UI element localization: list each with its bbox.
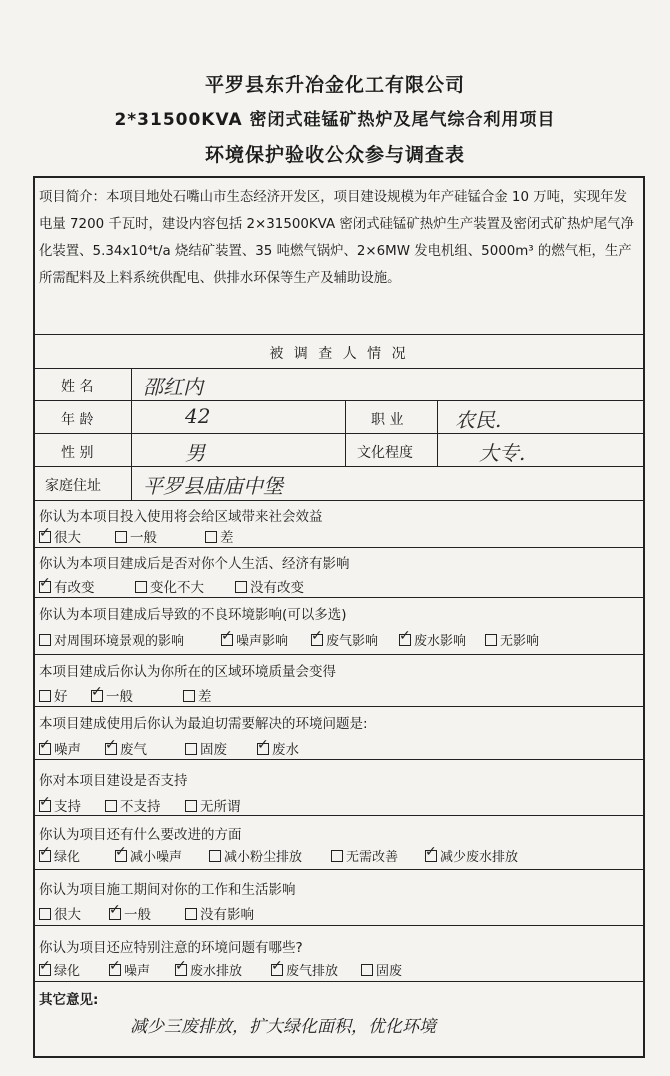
option-q1-3[interactable]: 差 bbox=[205, 526, 234, 546]
option-q2-3[interactable]: 没有改变 bbox=[235, 576, 304, 596]
checkbox-icon bbox=[175, 964, 187, 976]
other-comments-row bbox=[35, 981, 643, 1059]
checkbox-icon bbox=[91, 690, 103, 702]
checkbox-icon bbox=[185, 908, 197, 920]
checkbox-icon bbox=[39, 908, 51, 920]
option-q7-3[interactable]: 减小粉尘排放 bbox=[209, 846, 302, 865]
option-q9-4[interactable]: ✓ 废气排放 bbox=[271, 960, 338, 979]
name-label: 姓 名 bbox=[61, 379, 94, 395]
option-q7-1[interactable]: ✓绿化 bbox=[39, 846, 80, 865]
question-text: 你认为本项目投入使用将会给区域带来社会效益 bbox=[39, 509, 323, 525]
checkbox-icon bbox=[105, 743, 117, 755]
checkbox-icon bbox=[185, 800, 197, 812]
question-4 bbox=[35, 654, 643, 707]
question-9 bbox=[35, 925, 643, 982]
option-q2-1[interactable]: ✓有改变 bbox=[39, 576, 95, 596]
checkbox-icon bbox=[39, 634, 51, 646]
other-comments-value[interactable]: 减少三废排放，扩大绿化面积，优化环境 bbox=[130, 1017, 436, 1037]
respondent-section-row bbox=[35, 334, 643, 369]
name-row bbox=[35, 368, 643, 401]
company-title: 平罗县东升冶金化工有限公司 bbox=[204, 74, 465, 96]
option-q3-5[interactable]: 无影响 bbox=[485, 630, 539, 649]
checkbox-icon bbox=[425, 850, 437, 862]
option-q3-4[interactable]: ✓ 废水影响 bbox=[399, 630, 466, 649]
checkbox-icon bbox=[115, 850, 127, 862]
checkbox-icon bbox=[39, 531, 51, 543]
option-q6-3[interactable]: 无所谓 bbox=[185, 795, 241, 815]
age-label: 年 龄 bbox=[61, 412, 94, 428]
checkbox-icon bbox=[39, 850, 51, 862]
checkbox-icon bbox=[235, 581, 247, 593]
checkbox-icon bbox=[109, 964, 121, 976]
gender-value[interactable]: 男 bbox=[185, 441, 205, 465]
question-6 bbox=[35, 759, 643, 816]
age-value[interactable]: 42 bbox=[185, 404, 211, 428]
option-q9-2[interactable]: ✓ 噪声 bbox=[109, 960, 150, 979]
survey-form bbox=[33, 176, 645, 1058]
respondent-section-title: 被 调 查 人 情 况 bbox=[269, 346, 409, 362]
checkbox-icon bbox=[135, 581, 147, 593]
address-value[interactable]: 平罗县庙庙中堡 bbox=[143, 474, 283, 498]
question-text: 你对本项目建设是否支持 bbox=[39, 773, 188, 789]
other-comments-label: 其它意见: bbox=[39, 992, 99, 1008]
option-q7-5[interactable]: ✓ 减少废水排放 bbox=[425, 846, 518, 865]
option-q8-3[interactable]: 没有影响 bbox=[185, 903, 254, 923]
option-q7-4[interactable]: 无需改善 bbox=[331, 846, 398, 865]
project-title: 2*31500KVA 密闭式硅锰矿热炉及尾气综合利用项目 bbox=[114, 110, 556, 130]
option-q5-4[interactable]: ✓ 废水 bbox=[257, 738, 299, 758]
option-q4-1[interactable]: 好 bbox=[39, 685, 68, 705]
option-q5-3[interactable]: 固废 bbox=[185, 738, 227, 758]
address-row bbox=[35, 466, 643, 501]
option-q4-3[interactable]: 差 bbox=[183, 685, 212, 705]
checkbox-icon bbox=[205, 531, 217, 543]
checkbox-icon bbox=[361, 964, 373, 976]
checkbox-icon bbox=[39, 964, 51, 976]
checkbox-icon bbox=[221, 634, 233, 646]
checkbox-icon bbox=[209, 850, 221, 862]
question-text: 你认为项目还有什么要改进的方面 bbox=[39, 827, 242, 843]
address-label: 家庭住址 bbox=[45, 478, 101, 494]
option-q8-1[interactable]: 很大 bbox=[39, 903, 81, 923]
checkbox-icon bbox=[39, 690, 51, 702]
age-row bbox=[35, 400, 643, 434]
option-q8-2[interactable]: ✓ 一般 bbox=[109, 903, 151, 923]
checkbox-icon bbox=[257, 743, 269, 755]
gender-row bbox=[35, 433, 643, 467]
question-3 bbox=[35, 597, 643, 655]
checkbox-icon bbox=[485, 634, 497, 646]
question-text: 本项目建成使用后你认为最迫切需要解决的环境问题是: bbox=[39, 716, 368, 732]
option-q5-2[interactable]: ✓ 废气 bbox=[105, 738, 147, 758]
question-7 bbox=[35, 815, 643, 870]
checkbox-icon bbox=[185, 743, 197, 755]
question-1 bbox=[35, 500, 643, 548]
option-q9-3[interactable]: ✓ 废水排放 bbox=[175, 960, 242, 979]
gender-label: 性 别 bbox=[61, 445, 94, 461]
question-5 bbox=[35, 706, 643, 760]
checkbox-icon bbox=[271, 964, 283, 976]
occupation-label: 职 业 bbox=[371, 412, 404, 428]
checkbox-icon bbox=[311, 634, 323, 646]
option-q9-5[interactable]: 固废 bbox=[361, 960, 402, 979]
option-q6-1[interactable]: ✓支持 bbox=[39, 795, 81, 815]
checkbox-icon bbox=[183, 690, 195, 702]
name-value[interactable]: 邵红内 bbox=[143, 375, 203, 399]
option-q9-1[interactable]: ✓绿化 bbox=[39, 960, 80, 979]
checkbox-icon bbox=[105, 800, 117, 812]
option-q4-2[interactable]: ✓ 一般 bbox=[91, 685, 133, 705]
occupation-value[interactable]: 农民. bbox=[455, 408, 502, 432]
question-text: 本项目建成后你认为你所在的区域环境质量会变得 bbox=[39, 664, 336, 680]
checkbox-icon bbox=[39, 581, 51, 593]
project-intro: 项目简介：本项目地处石嘴山市生态经济开发区，项目建设规模为年产硅锰合金 10 万吨，实现年发电量 7200 千瓦时，建设内容包括 2×31500KVA 密闭式硅锰矿热炉生产装置及密闭式矿热炉尾气净化装置、5.34x10⁴t/a 烧结矿装置、35 吨燃气锅炉、2×6MW 发电机组、5000m³ 的燃气柜，生产所需配料及上料系统供配电、供排水环保等生产及辅助设施。 bbox=[39, 190, 634, 286]
education-label: 文化程度 bbox=[357, 445, 413, 461]
checkbox-icon bbox=[39, 743, 51, 755]
form-title: 环境保护验收公众参与调查表 bbox=[204, 144, 465, 166]
option-q1-2[interactable]: 一般 bbox=[115, 526, 157, 546]
option-q3-1[interactable]: 对周围环境景观的影响 bbox=[39, 630, 184, 649]
option-q3-2[interactable]: ✓ 噪声影响 bbox=[221, 630, 288, 649]
question-text: 你认为项目施工期间对你的工作和生活影响 bbox=[39, 882, 296, 898]
checkbox-icon bbox=[331, 850, 343, 862]
question-text: 你认为本项目建成后是否对你个人生活、经济有影响 bbox=[39, 556, 350, 572]
option-q2-2[interactable]: 变化不大 bbox=[135, 576, 204, 596]
option-q1-1[interactable]: ✓很大 bbox=[39, 526, 81, 546]
checkbox-icon bbox=[399, 634, 411, 646]
education-value[interactable]: 大专. bbox=[479, 441, 526, 465]
checkbox-icon bbox=[39, 800, 51, 812]
question-text: 你认为项目还应特别注意的环境问题有哪些? bbox=[39, 940, 303, 956]
checkbox-icon bbox=[109, 908, 121, 920]
question-2 bbox=[35, 547, 643, 598]
checkbox-icon bbox=[115, 531, 127, 543]
option-q6-2[interactable]: 不支持 bbox=[105, 795, 161, 815]
question-8 bbox=[35, 869, 643, 926]
question-text: 你认为本项目建成后导致的不良环境影响(可以多选) bbox=[39, 607, 347, 623]
option-q7-2[interactable]: ✓ 减小噪声 bbox=[115, 846, 182, 865]
option-q3-3[interactable]: ✓ 废气影响 bbox=[311, 630, 378, 649]
option-q5-1[interactable]: ✓噪声 bbox=[39, 738, 81, 758]
